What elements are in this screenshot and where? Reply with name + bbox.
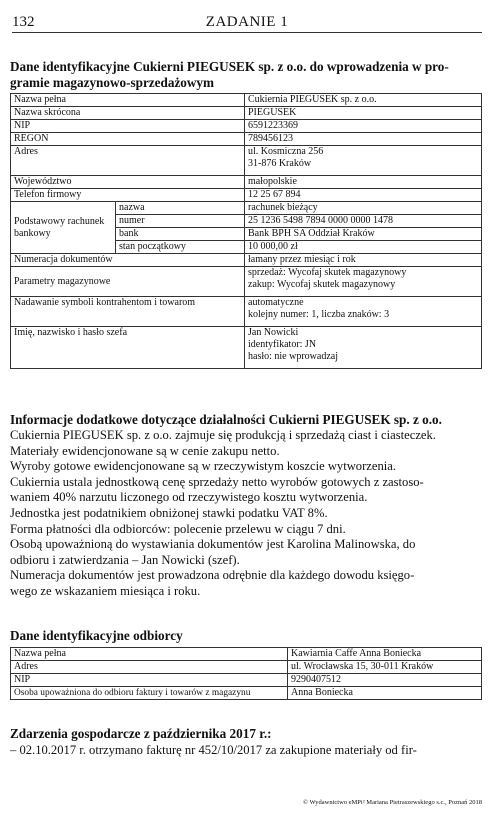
section-title-company-line2: gramie magazynowo-sprzedażowym [10,75,214,90]
cell-line: ul. Kosmiczna 256 [248,146,324,157]
table-row [11,297,482,327]
page-header [12,14,482,33]
table-cell [245,327,482,369]
table-cell: 6591223369 [245,120,482,133]
table-cell: bank [116,228,245,241]
table-row [11,120,482,133]
info-line: Materiały ewidencjonowane są w cenie zakupu netto. [10,443,280,458]
cell-line: zakup: Wycofaj skutek magazynowy [248,279,396,290]
info-line: Cukiernia PIEGUSEK sp. z o.o. zajmuje się produkcją i sprzedażą ciast i ciasteczek. [10,428,436,442]
table-cell: numer [116,215,245,228]
table-row [11,674,482,687]
event-line: – 02.10.2017 r. otrzymano fakturę nr 452/10/2017 za zakupione materiały od fir- [10,743,417,757]
company-data-table [10,93,482,369]
table-cell [245,297,482,327]
table-cell: 25 1236 5498 7894 0000 0000 1478 [245,215,482,228]
table-cell: 9290407512 [288,674,482,687]
table-row [11,189,482,202]
cell-line: 31-876 Kraków [248,158,312,169]
info-line: Wyroby gotowe ewidencjonowane są w rzeczywistym koszcie wytworzenia. [10,459,397,474]
table-cell: Nazwa pełna [11,648,288,661]
table-cell: stan początkowy [116,241,245,254]
table-row [11,254,482,267]
table-cell: Osoba upoważniona do odbioru faktury i towarów z magazynu [11,687,288,700]
table-cell: 10 000,00 zł [245,241,482,254]
events-list [10,743,484,759]
table-cell: Nazwa pełna [11,94,245,107]
section-title-info: Informacje dodatkowe dotyczące działalności Cukierni PIEGUSEK sp. z o.o. [10,412,442,427]
table-cell: Parametry magazynowe [11,267,245,297]
table-cell [245,267,482,297]
table-cell [245,146,482,176]
info-line: Jednostka jest podatnikiem obniżonej stawki podatku VAT 8%. [10,505,328,520]
bank-account-label: Podstawowy rachunek bankowy [11,202,116,254]
recipient-data-table [10,647,482,700]
table-row [11,661,482,674]
table-cell: Nadawanie symboli kontrahentom i towarom [11,297,245,327]
table-row [11,648,482,661]
info-line: waniem 40% narzutu liczonego od rzeczywistego kosztu wytworzenia. [10,490,368,505]
table-cell: Numeracja dokumentów [11,254,245,267]
table-cell: NIP [11,120,245,133]
info-line: Numeracja dokumentów jest prowadzona odrębnie dla każdego dowodu księgo- [10,568,415,583]
info-line: Forma płatności dla odbiorców: polecenie przelewu w ciągu 7 dni. [10,521,346,536]
table-cell: Cukiernia PIEGUSEK sp. z o.o. [245,94,482,107]
cell-line: kolejny numer: 1, liczba znaków: 3 [248,309,390,320]
table-cell: Adres [11,661,288,674]
table-row [11,687,482,700]
section-title-company-line1: Dane identyfikacyjne Cukierni PIEGUSEK sp. z o.o. do wprowadzenia w pro- [10,59,449,74]
table-cell: nazwa [116,202,245,215]
table-row [11,94,482,107]
page-number: 132 [12,14,35,30]
table-cell: Bank BPH SA Oddział Kraków [245,228,482,241]
table-row [11,176,482,189]
section-title-events: Zdarzenia gospodarcze z października 2017 r.: [10,726,272,741]
table-cell: rachunek bieżący [245,202,482,215]
cell-line: automatyczne [248,297,304,308]
cell-line: sprzedaż: Wycofaj skutek magazynowy [248,267,407,278]
table-cell: PIEGUSEK [245,107,482,120]
info-line: wego ze wskazaniem miesiąca i roku. [10,583,201,598]
table-cell: ul. Wrocławska 15, 30-011 Kraków [288,661,482,674]
cell-line: Jan Nowicki [248,327,299,338]
cell-line: identyfikator: JN [248,339,317,350]
copyright-footer: © Wydawnictwo eMPi² Mariana Pietraszewskiego s.c., Poznań 2018 [303,799,482,806]
table-row [11,202,482,215]
table-cell: Telefon firmowy [11,189,245,202]
table-cell: Kawiarnia Caffe Anna Boniecka [288,648,482,661]
table-row [11,267,482,297]
chapter-title: ZADANIE 1 [205,14,289,30]
table-row [11,133,482,146]
cell-line: hasło: nie wprowadzaj [248,351,338,362]
info-line: Cukiernia ustala jednostkową cenę sprzedaży netto wyrobów gotowych z zastoso- [10,474,424,489]
table-row [11,146,482,176]
info-line: Osobą upoważnioną do wystawiania dokumentów jest Karolina Malinowska, do [10,537,416,552]
section-title-recipient: Dane identyfikacyjne odbiorcy [10,628,183,643]
table-cell: 12 25 67 894 [245,189,482,202]
table-cell: Adres [11,146,245,176]
section-title-company [10,59,484,91]
table-cell: Nazwa skrócona [11,107,245,120]
table-cell: REGON [11,133,245,146]
table-row [11,107,482,120]
table-cell: NIP [11,674,288,687]
info-paragraph [10,428,484,600]
table-cell: Imię, nazwisko i hasło szefa [11,327,245,369]
table-cell: 789456123 [245,133,482,146]
table-cell: Anna Boniecka [288,687,482,700]
table-cell: Województwo [11,176,245,189]
table-row [11,327,482,369]
info-line: odbioru i zatwierdzania – Jan Nowicki (szef). [10,552,240,567]
table-cell: łamany przez miesiąc i rok [245,254,482,267]
table-cell: małopolskie [245,176,482,189]
